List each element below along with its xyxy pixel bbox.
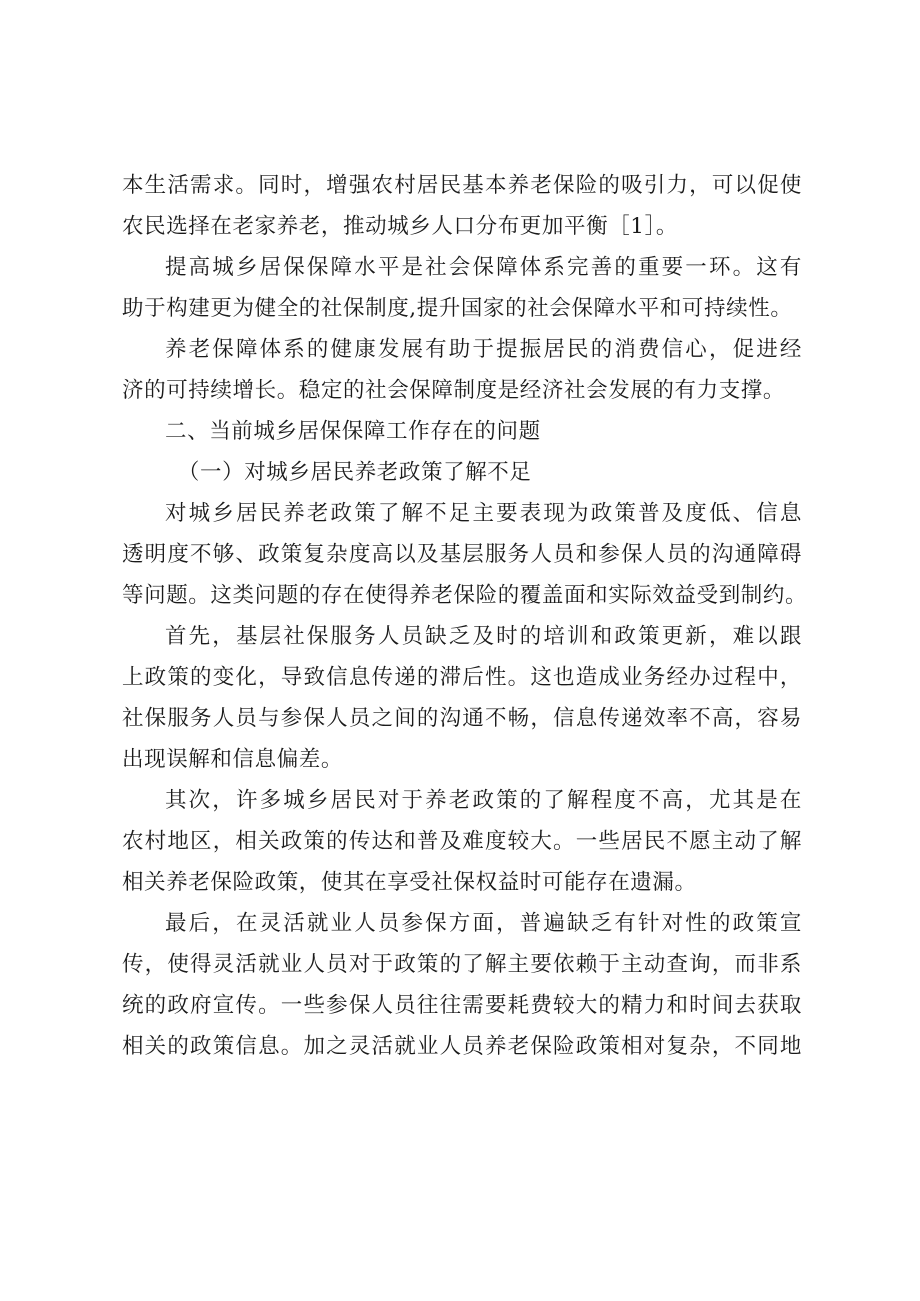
continuation-paragraph <box>122 165 802 247</box>
text-line: 上政策的变化，导致信息传递的滞后性。这也造成业务经办过程中， <box>122 665 802 690</box>
text-line: 相关的政策信息。加之灵活就业人员养老保险政策相对复杂，不同地 <box>122 1034 802 1059</box>
subsection-heading <box>122 452 802 493</box>
body-paragraph <box>122 329 802 411</box>
text-line: 养老保障体系的健康发展有助于提振居民的消费信心，促进经 <box>165 337 802 362</box>
text-line: 助于构建更为健全的社保制度,提升国家的社会保障水平和可持续性。 <box>122 296 793 321</box>
text-line: 出现误解和信息偏差。 <box>122 747 344 772</box>
document-body <box>122 165 808 1067</box>
text-line: 最后，在灵活就业人员参保方面，普遍缺乏有针对性的政策宣 <box>165 911 802 936</box>
body-paragraph <box>122 903 802 1067</box>
body-paragraph <box>122 493 808 616</box>
text-line: 首先，基层社保服务人员缺乏及时的培训和政策更新，难以跟 <box>165 624 802 649</box>
body-paragraph <box>122 616 802 780</box>
text-line: 统的政府宣传。一些参保人员往往需要耗费较大的精力和时间去获取 <box>122 993 802 1018</box>
text-line: 提高城乡居保保障水平是社会保障体系完善的重要一环。这有 <box>165 255 802 280</box>
text-line: 农民选择在老家养老，推动城乡人口分布更加平衡［1］。 <box>122 214 679 239</box>
text-line: 传，使得灵活就业人员对于政策的了解主要依赖于主动查询，而非系 <box>122 952 802 977</box>
text-line: 本生活需求。同时，增强农村居民基本养老保险的吸引力，可以促使 <box>122 173 802 198</box>
text-line: 对城乡居民养老政策了解不足主要表现为政策普及度低、信息 <box>165 501 802 526</box>
text-line: 透明度不够、政策复杂度高以及基层服务人员和参保人员的沟通障碍 <box>122 542 802 567</box>
text-line: 农村地区，相关政策的传达和普及难度较大。一些居民不愿主动了解 <box>122 829 802 854</box>
text-line: 相关养老保险政策，使其在享受社保权益时可能存在遗漏。 <box>122 870 697 895</box>
body-paragraph <box>122 780 802 903</box>
text-line: 济的可持续增长。稳定的社会保障制度是经济社会发展的有力支撑。 <box>122 378 786 403</box>
text-line: （一）对城乡居民养老政策了解不足 <box>177 460 532 485</box>
body-paragraph <box>122 247 802 329</box>
text-line: 二、当前城乡居保保障工作存在的问题 <box>165 419 541 444</box>
text-line: 社保服务人员与参保人员之间的沟通不畅，信息传递效率不高，容易 <box>122 706 802 731</box>
text-line: 其次，许多城乡居民对于养老政策的了解程度不高，尤其是在 <box>165 788 802 813</box>
text-line: 等问题。这类问题的存在使得养老保险的覆盖面和实际效益受到制约。 <box>122 583 808 608</box>
section-heading <box>122 411 802 452</box>
